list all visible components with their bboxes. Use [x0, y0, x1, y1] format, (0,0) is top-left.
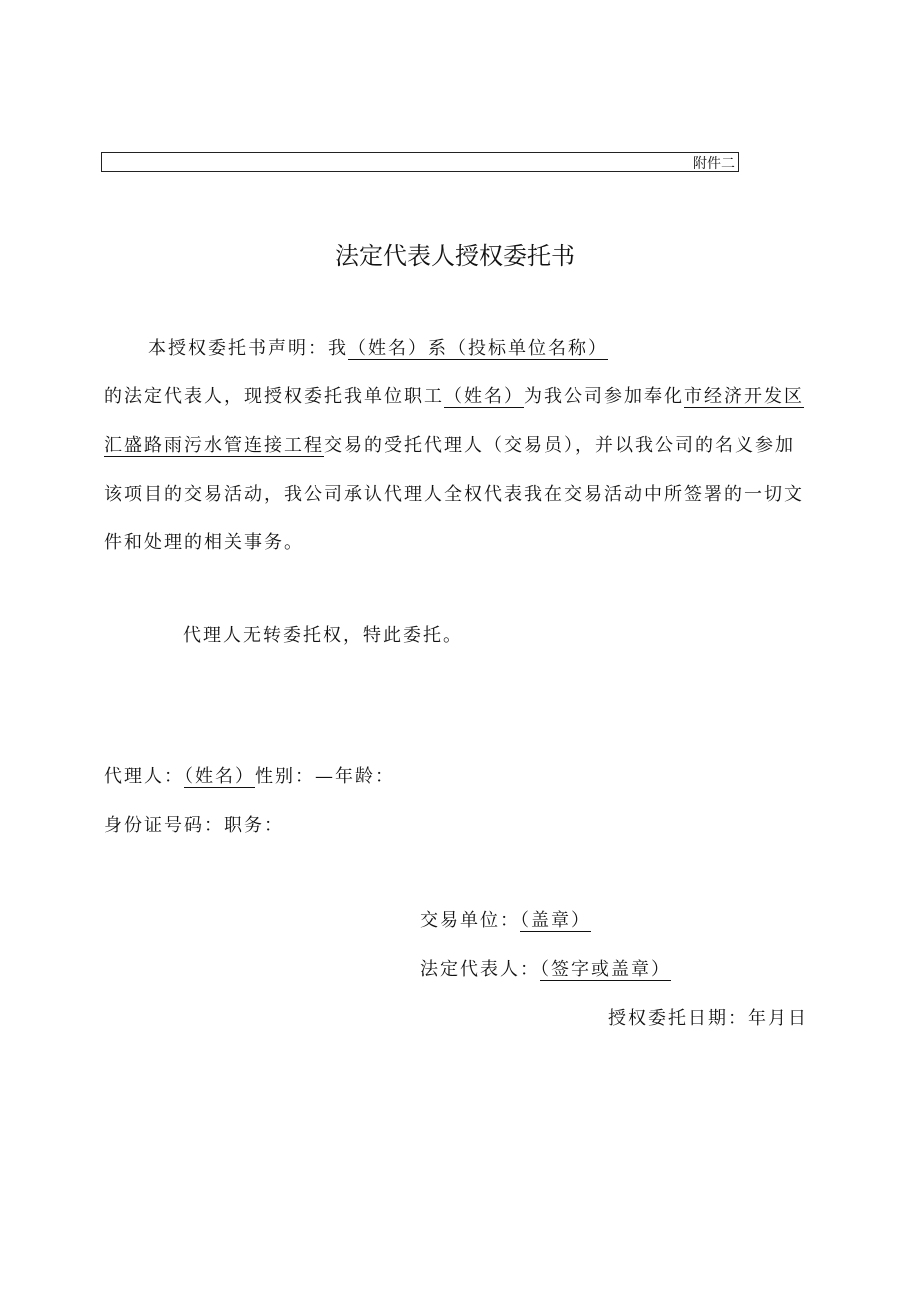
purpose-text: 为我公司参加奉化 [524, 386, 684, 407]
attachment-label: 附件二 [693, 156, 735, 172]
agent-role-text: 交易的受托代理人（交易员），并以我公司的名义参加 [324, 435, 795, 456]
statement-line-2 [104, 385, 804, 409]
trading-unit-label: 交易单位： [420, 910, 520, 931]
project-name-part2: 汇盛路雨污水管连接工程 [104, 435, 324, 456]
legal-representative-line [420, 958, 671, 982]
document-title: 法定代表人授权委托书 [335, 242, 575, 270]
legal-representative-label: 法定代表人： [420, 959, 540, 980]
authorization-date: 授权委托日期：年月日 [608, 1008, 808, 1029]
no-subdelegation-clause: 代理人无转委托权，特此委托。 [183, 625, 463, 646]
attachment-label-box [101, 152, 739, 172]
statement-line-1 [148, 337, 608, 361]
project-name-part1: 市经济开发区 [684, 386, 804, 407]
id-position-line: 身份证号码：职务： [104, 815, 284, 836]
trading-unit-line [420, 909, 591, 933]
agent-label: 代理人： [104, 766, 184, 787]
statement-intro: 本授权委托书声明：我 [148, 338, 348, 359]
role-text: 的法定代表人，现授权委托我单位职工 [104, 386, 444, 407]
statement-line-3 [104, 434, 795, 458]
legal-representative-signature-blank: （签字或盖章） [540, 959, 671, 980]
statement-line-5: 件和处理的相关事务。 [104, 532, 304, 553]
agent-gender-age: 性别：—年龄： [255, 766, 395, 787]
agent-info-line [104, 765, 395, 789]
principal-name-blank: （姓名）系（投标单位名称） [348, 338, 608, 359]
agent-name-blank: （姓名） [184, 766, 255, 787]
trading-unit-seal-blank: （盖章） [520, 910, 591, 931]
statement-line-4: 该项目的交易活动，我公司承认代理人全权代表我在交易活动中所签署的一切文 [104, 484, 804, 505]
employee-name-blank: （姓名） [444, 386, 524, 407]
